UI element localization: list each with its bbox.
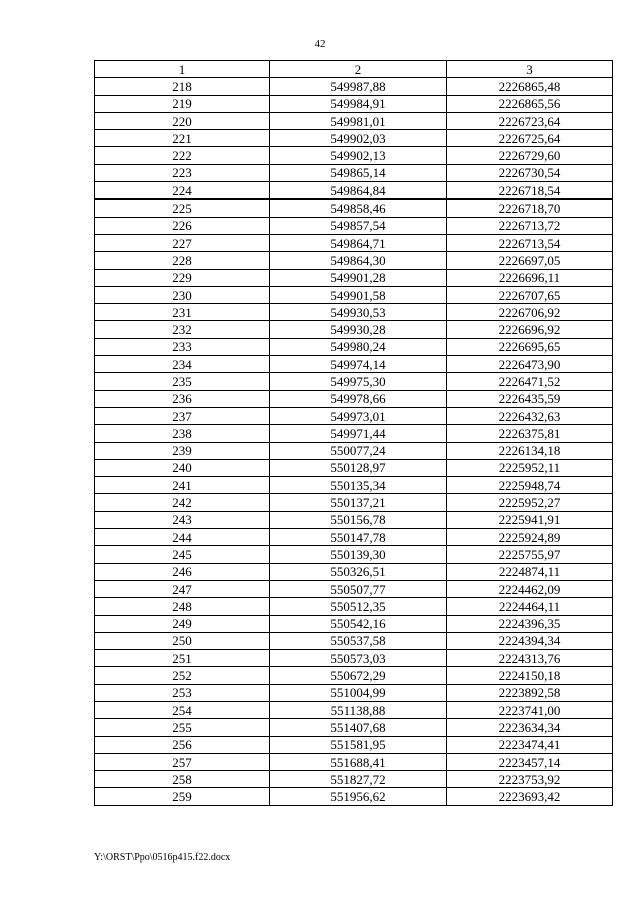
y-coordinate-cell: 2223693,42 xyxy=(447,788,613,805)
y-coordinate-cell: 2225952,11 xyxy=(447,459,613,476)
column-header-1: 1 xyxy=(95,61,270,78)
table-row xyxy=(95,78,613,95)
y-coordinate-cell: 2224396,35 xyxy=(447,615,613,632)
x-coordinate-cell: 549987,88 xyxy=(270,78,447,95)
point-number-cell: 222 xyxy=(95,147,270,164)
y-coordinate-cell: 2226718,70 xyxy=(447,199,613,217)
point-number-cell: 248 xyxy=(95,598,270,615)
point-number-cell: 230 xyxy=(95,286,270,303)
x-coordinate-cell: 549902,13 xyxy=(270,147,447,164)
table-row xyxy=(95,234,613,251)
x-coordinate-cell: 550156,78 xyxy=(270,511,447,528)
point-number-cell: 258 xyxy=(95,771,270,788)
point-number-cell: 252 xyxy=(95,667,270,684)
table-row xyxy=(95,199,613,217)
point-number-cell: 256 xyxy=(95,736,270,753)
point-number-cell: 220 xyxy=(95,112,270,129)
table-row xyxy=(95,286,613,303)
table-row xyxy=(95,719,613,736)
y-coordinate-cell: 2226730,54 xyxy=(447,164,613,181)
point-number-cell: 227 xyxy=(95,234,270,251)
x-coordinate-cell: 549974,14 xyxy=(270,356,447,373)
y-coordinate-cell: 2226696,11 xyxy=(447,269,613,286)
x-coordinate-cell: 550137,21 xyxy=(270,494,447,511)
table-body xyxy=(95,78,613,805)
table-row xyxy=(95,217,613,234)
y-coordinate-cell: 2226718,54 xyxy=(447,182,613,200)
x-coordinate-cell: 550326,51 xyxy=(270,563,447,580)
header-row xyxy=(95,61,613,78)
table-row xyxy=(95,771,613,788)
x-coordinate-cell: 549930,28 xyxy=(270,321,447,338)
table-row xyxy=(95,407,613,424)
point-number-cell: 246 xyxy=(95,563,270,580)
y-coordinate-cell: 2224394,34 xyxy=(447,632,613,649)
x-coordinate-cell: 550542,16 xyxy=(270,615,447,632)
point-number-cell: 232 xyxy=(95,321,270,338)
x-coordinate-cell: 549857,54 xyxy=(270,217,447,234)
point-number-cell: 241 xyxy=(95,477,270,494)
y-coordinate-cell: 2226432,63 xyxy=(447,407,613,424)
x-coordinate-cell: 550128,97 xyxy=(270,459,447,476)
y-coordinate-cell: 2223457,14 xyxy=(447,753,613,770)
y-coordinate-cell: 2226134,18 xyxy=(447,442,613,459)
x-coordinate-cell: 549973,01 xyxy=(270,407,447,424)
y-coordinate-cell: 2226471,52 xyxy=(447,373,613,390)
table-row xyxy=(95,650,613,667)
table-row xyxy=(95,112,613,129)
point-number-cell: 255 xyxy=(95,719,270,736)
table-row xyxy=(95,321,613,338)
y-coordinate-cell: 2226706,92 xyxy=(447,304,613,321)
table-row xyxy=(95,615,613,632)
point-number-cell: 228 xyxy=(95,252,270,269)
x-coordinate-cell: 549902,03 xyxy=(270,130,447,147)
y-coordinate-cell: 2226723,64 xyxy=(447,112,613,129)
x-coordinate-cell: 549981,01 xyxy=(270,112,447,129)
table-row xyxy=(95,632,613,649)
table-row xyxy=(95,182,613,200)
x-coordinate-cell: 551407,68 xyxy=(270,719,447,736)
point-number-cell: 251 xyxy=(95,650,270,667)
x-coordinate-cell: 549864,71 xyxy=(270,234,447,251)
point-number-cell: 253 xyxy=(95,684,270,701)
point-number-cell: 259 xyxy=(95,788,270,805)
page-number: 42 xyxy=(314,38,326,50)
point-number-cell: 244 xyxy=(95,529,270,546)
x-coordinate-cell: 549975,30 xyxy=(270,373,447,390)
table-row xyxy=(95,477,613,494)
y-coordinate-cell: 2223634,34 xyxy=(447,719,613,736)
y-coordinate-cell: 2226696,92 xyxy=(447,321,613,338)
point-number-cell: 231 xyxy=(95,304,270,321)
table-row xyxy=(95,130,613,147)
table-row xyxy=(95,338,613,355)
table-row xyxy=(95,736,613,753)
x-coordinate-cell: 550672,29 xyxy=(270,667,447,684)
table-row xyxy=(95,442,613,459)
table-row xyxy=(95,563,613,580)
x-coordinate-cell: 549901,58 xyxy=(270,286,447,303)
table-row xyxy=(95,580,613,597)
y-coordinate-cell: 2224150,18 xyxy=(447,667,613,684)
point-number-cell: 235 xyxy=(95,373,270,390)
point-number-cell: 238 xyxy=(95,425,270,442)
x-coordinate-cell: 551581,95 xyxy=(270,736,447,753)
y-coordinate-cell: 2226697,05 xyxy=(447,252,613,269)
y-coordinate-cell: 2224462,09 xyxy=(447,580,613,597)
x-coordinate-cell: 549978,66 xyxy=(270,390,447,407)
table-row xyxy=(95,252,613,269)
x-coordinate-cell: 551138,88 xyxy=(270,701,447,718)
table-row xyxy=(95,753,613,770)
point-number-cell: 254 xyxy=(95,701,270,718)
y-coordinate-cell: 2225924,89 xyxy=(447,529,613,546)
y-coordinate-cell: 2226435,59 xyxy=(447,390,613,407)
point-number-cell: 242 xyxy=(95,494,270,511)
table-row xyxy=(95,304,613,321)
table-row xyxy=(95,147,613,164)
x-coordinate-cell: 549864,84 xyxy=(270,182,447,200)
column-header-2: 2 xyxy=(270,61,447,78)
table-row xyxy=(95,459,613,476)
y-coordinate-cell: 2223753,92 xyxy=(447,771,613,788)
table-row xyxy=(95,529,613,546)
point-number-cell: 245 xyxy=(95,546,270,563)
x-coordinate-cell: 549971,44 xyxy=(270,425,447,442)
table-row xyxy=(95,164,613,181)
table-row xyxy=(95,511,613,528)
y-coordinate-cell: 2225952,27 xyxy=(447,494,613,511)
x-coordinate-cell: 551827,72 xyxy=(270,771,447,788)
point-number-cell: 257 xyxy=(95,753,270,770)
table-header xyxy=(95,61,613,78)
table-row xyxy=(95,598,613,615)
table-row xyxy=(95,356,613,373)
point-number-cell: 239 xyxy=(95,442,270,459)
y-coordinate-cell: 2226725,64 xyxy=(447,130,613,147)
table-row xyxy=(95,701,613,718)
point-number-cell: 226 xyxy=(95,217,270,234)
point-number-cell: 221 xyxy=(95,130,270,147)
y-coordinate-cell: 2226707,65 xyxy=(447,286,613,303)
table-row xyxy=(95,390,613,407)
point-number-cell: 225 xyxy=(95,199,270,217)
column-header-3: 3 xyxy=(447,61,613,78)
y-coordinate-cell: 2226695,65 xyxy=(447,338,613,355)
y-coordinate-cell: 2224874,11 xyxy=(447,563,613,580)
table-row xyxy=(95,269,613,286)
x-coordinate-cell: 549930,53 xyxy=(270,304,447,321)
point-number-cell: 224 xyxy=(95,182,270,200)
table-row xyxy=(95,373,613,390)
y-coordinate-cell: 2225948,74 xyxy=(447,477,613,494)
x-coordinate-cell: 550135,34 xyxy=(270,477,447,494)
y-coordinate-cell: 2226713,72 xyxy=(447,217,613,234)
x-coordinate-cell: 549901,28 xyxy=(270,269,447,286)
y-coordinate-cell: 2223474,41 xyxy=(447,736,613,753)
point-number-cell: 240 xyxy=(95,459,270,476)
point-number-cell: 218 xyxy=(95,78,270,95)
table-row xyxy=(95,684,613,701)
x-coordinate-cell: 551688,41 xyxy=(270,753,447,770)
x-coordinate-cell: 550512,35 xyxy=(270,598,447,615)
y-coordinate-cell: 2224313,76 xyxy=(447,650,613,667)
table-row xyxy=(95,425,613,442)
point-number-cell: 233 xyxy=(95,338,270,355)
point-number-cell: 236 xyxy=(95,390,270,407)
coordinates-table xyxy=(94,60,613,806)
x-coordinate-cell: 549865,14 xyxy=(270,164,447,181)
table-row xyxy=(95,494,613,511)
x-coordinate-cell: 550537,58 xyxy=(270,632,447,649)
point-number-cell: 249 xyxy=(95,615,270,632)
x-coordinate-cell: 550147,78 xyxy=(270,529,447,546)
y-coordinate-cell: 2226375,81 xyxy=(447,425,613,442)
point-number-cell: 237 xyxy=(95,407,270,424)
y-coordinate-cell: 2226713,54 xyxy=(447,234,613,251)
y-coordinate-cell: 2225941,91 xyxy=(447,511,613,528)
point-number-cell: 223 xyxy=(95,164,270,181)
x-coordinate-cell: 551956,62 xyxy=(270,788,447,805)
x-coordinate-cell: 549984,91 xyxy=(270,95,447,112)
footer-file-path: Y:\ORST\Ppo\0516p415.f22.docx xyxy=(94,852,231,863)
point-number-cell: 234 xyxy=(95,356,270,373)
point-number-cell: 243 xyxy=(95,511,270,528)
x-coordinate-cell: 550077,24 xyxy=(270,442,447,459)
x-coordinate-cell: 550507,77 xyxy=(270,580,447,597)
y-coordinate-cell: 2225755,97 xyxy=(447,546,613,563)
table-row xyxy=(95,788,613,805)
table-row xyxy=(95,667,613,684)
y-coordinate-cell: 2226729,60 xyxy=(447,147,613,164)
y-coordinate-cell: 2226865,48 xyxy=(447,78,613,95)
x-coordinate-cell: 550139,30 xyxy=(270,546,447,563)
table-row xyxy=(95,95,613,112)
x-coordinate-cell: 550573,03 xyxy=(270,650,447,667)
y-coordinate-cell: 2226865,56 xyxy=(447,95,613,112)
point-number-cell: 219 xyxy=(95,95,270,112)
x-coordinate-cell: 549980,24 xyxy=(270,338,447,355)
table-row xyxy=(95,546,613,563)
x-coordinate-cell: 549864,30 xyxy=(270,252,447,269)
point-number-cell: 247 xyxy=(95,580,270,597)
y-coordinate-cell: 2226473,90 xyxy=(447,356,613,373)
y-coordinate-cell: 2223892,58 xyxy=(447,684,613,701)
y-coordinate-cell: 2223741,00 xyxy=(447,701,613,718)
x-coordinate-cell: 549858,46 xyxy=(270,199,447,217)
x-coordinate-cell: 551004,99 xyxy=(270,684,447,701)
y-coordinate-cell: 2224464,11 xyxy=(447,598,613,615)
point-number-cell: 250 xyxy=(95,632,270,649)
point-number-cell: 229 xyxy=(95,269,270,286)
